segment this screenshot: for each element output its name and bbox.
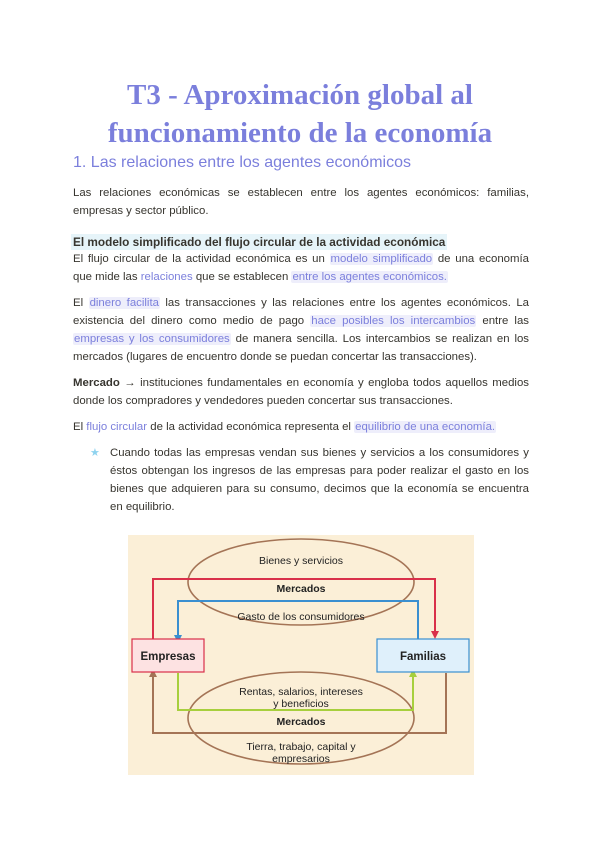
bullet-text: Cuando todas las empresas vendan sus bienes y servicios a los consumidores y éstos obtengan los ingresos de las empresas para poder realizar el gasto en los bienes que adquieren para su consumo, decimos que la economía se encuentra en equilibrio. xyxy=(110,447,529,513)
goods-label: Bienes y servicios xyxy=(258,555,344,567)
empresas-label: Empresas xyxy=(140,651,196,663)
section-heading: 1. Las relaciones entre los agentes económicos xyxy=(73,154,411,171)
star-icon: ★ xyxy=(90,447,100,459)
page-title xyxy=(40,76,560,152)
title-line-2: funcionamiento de la economía xyxy=(107,117,493,149)
bottom-market-label: Mercados xyxy=(276,716,326,728)
income-label-1: Rentas, salarios, intereses xyxy=(239,686,363,698)
income-label-2: y beneficios xyxy=(273,698,329,710)
factors-label-2: empresarios xyxy=(272,753,330,765)
familias-label: Familias xyxy=(399,651,447,663)
spending-label: Gasto de los consumidores xyxy=(237,611,365,623)
circular-flow-diagram xyxy=(128,535,474,775)
model-paragraph-4: El flujo circular de la actividad económica representa el equilibrio de una economía. xyxy=(73,421,496,433)
model-paragraph-2: El dinero facilita las transacciones y las relaciones entre los agentes económicos. La existencia del dinero como medio de pago hace posibles los intercambios entre las empresas y los consumidores de manera sencilla. Los intercambios se realizan en los mercados (lugares de encuentro donde se puedan concertar las transacciones). xyxy=(73,297,529,363)
factors-label-1: Tierra, trabajo, capital y xyxy=(246,741,356,753)
model-subheading: El modelo simplificado del flujo circular de la actividad económica xyxy=(73,235,446,249)
top-market-label: Mercados xyxy=(276,583,326,595)
intro-paragraph: Las relaciones económicas se establecen entre los agentes económicos: familias, empresas y sector público. xyxy=(73,187,529,217)
title-line-1: T3 - Aproximación global al xyxy=(127,79,473,111)
model-paragraph-1: El flujo circular de la actividad económica es un modelo simplificado de una economía que mide las relaciones que se establecen entre los agentes económicos. xyxy=(73,253,529,283)
market-definition: Mercado → instituciones fundamentales en economía y engloba todos aquellos medios donde los compradores y vendedores pueden concertar sus transacciones. xyxy=(73,377,529,407)
